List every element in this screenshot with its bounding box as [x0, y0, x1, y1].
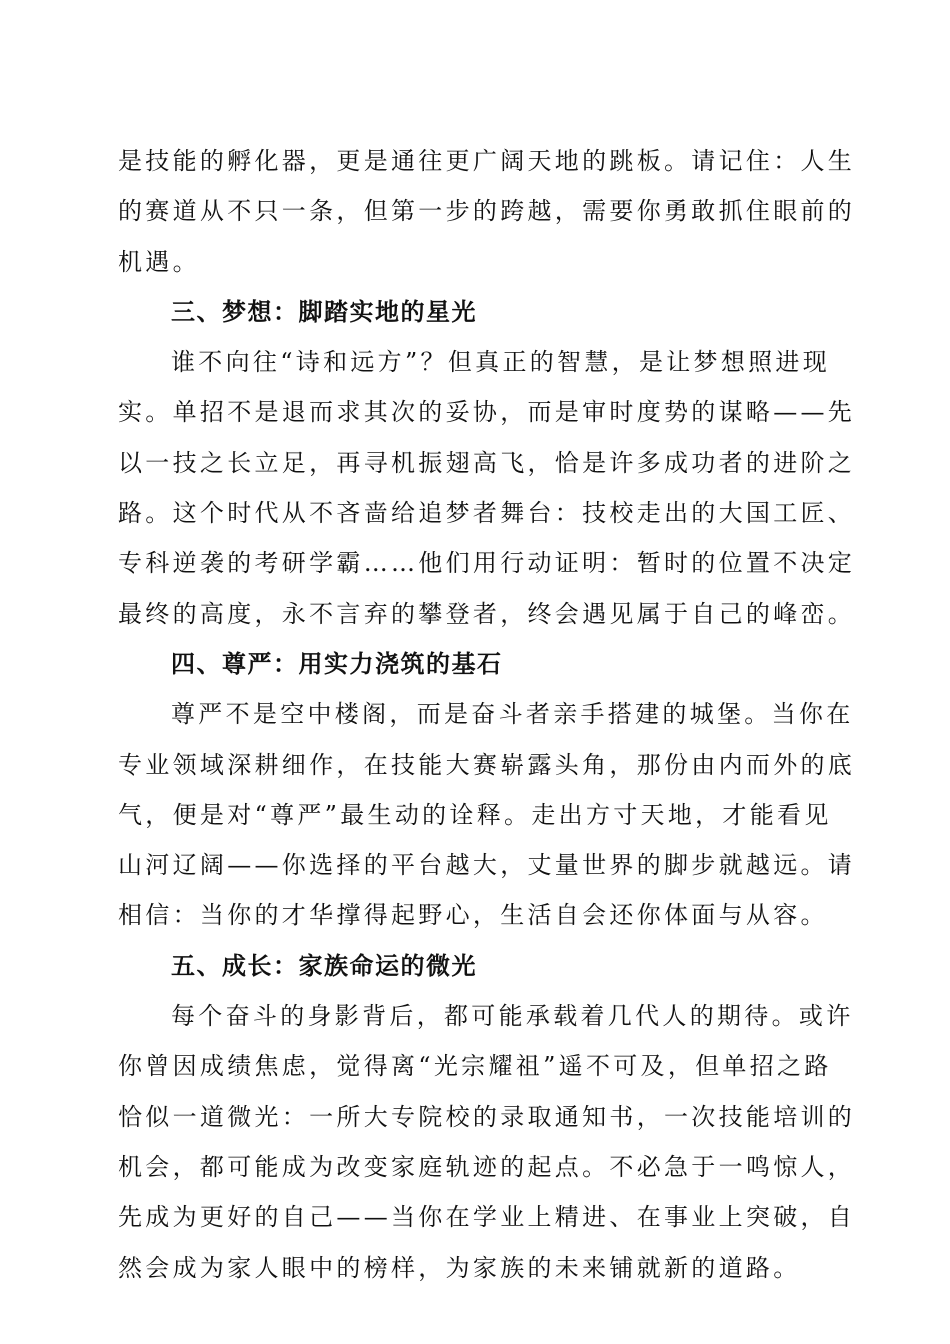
- body-line: 路。这个时代从不吝啬给追梦者舞台：技校走出的大国工匠、: [118, 499, 856, 528]
- body-line: 机会，都可能成为改变家庭轨迹的起点。不必急于一鸣惊人，: [118, 1152, 856, 1181]
- paragraph-first-line: 尊严不是空中楼阁，而是奋斗者亲手搭建的城堡。当你在: [171, 700, 854, 729]
- body-line: 先成为更好的自己——当你在学业上精进、在事业上突破，自: [118, 1203, 856, 1232]
- body-line: 机遇。: [118, 247, 200, 276]
- body-line: 然会成为家人眼中的榜样，为家族的未来铺就新的道路。: [118, 1253, 801, 1282]
- section-heading-growth: 五、成长：家族命运的微光: [171, 951, 477, 980]
- body-line: 是技能的孵化器，更是通往更广阔天地的跳板。请记住：人生: [118, 147, 856, 175]
- section-heading-dignity: 四、尊严：用实力浇筑的基石: [171, 649, 503, 678]
- body-line: 专业领域深耕细作，在技能大赛崭露头角，那份由内而外的底: [118, 750, 856, 779]
- body-line: 以一技之长立足，再寻机振翅高飞，恰是许多成功者的进阶之: [118, 448, 856, 477]
- body-line: 最终的高度，永不言弃的攀登者，终会遇见属于自己的峰峦。: [118, 599, 856, 628]
- body-line: 的赛道从不只一条，但第一步的跨越，需要你勇敢抓住眼前的: [118, 197, 856, 226]
- body-line: 恰似一道微光：一所大专院校的录取通知书，一次技能培训的: [118, 1102, 856, 1131]
- section-heading-dream: 三、梦想：脚踏实地的星光: [171, 297, 477, 326]
- document-body: [118, 136, 856, 1293]
- paragraph-first-line: 每个奋斗的身影背后，都可能承载着几代人的期待。或许: [171, 1002, 854, 1031]
- body-line: 实。单招不是退而求其次的妥协，而是审时度势的谋略——先: [118, 398, 856, 427]
- body-line: 你曾因成绩焦虑，觉得离“光宗耀祖”遥不可及，但单招之路: [118, 1052, 832, 1081]
- paragraph-first-line: 谁不向往“诗和远方”？但真正的智慧，是让梦想照进现: [171, 348, 831, 377]
- body-line: 相信：当你的才华撑得起野心，生活自会还你体面与从容。: [118, 901, 828, 930]
- body-line: 专科逆袭的考研学霸……他们用行动证明：暂时的位置不决定: [118, 549, 856, 578]
- body-line: 山河辽阔——你选择的平台越大，丈量世界的脚步就越远。请: [118, 851, 856, 880]
- body-line: 气，便是对“尊严”最生动的诠释。走出方寸天地，才能看见: [118, 800, 832, 829]
